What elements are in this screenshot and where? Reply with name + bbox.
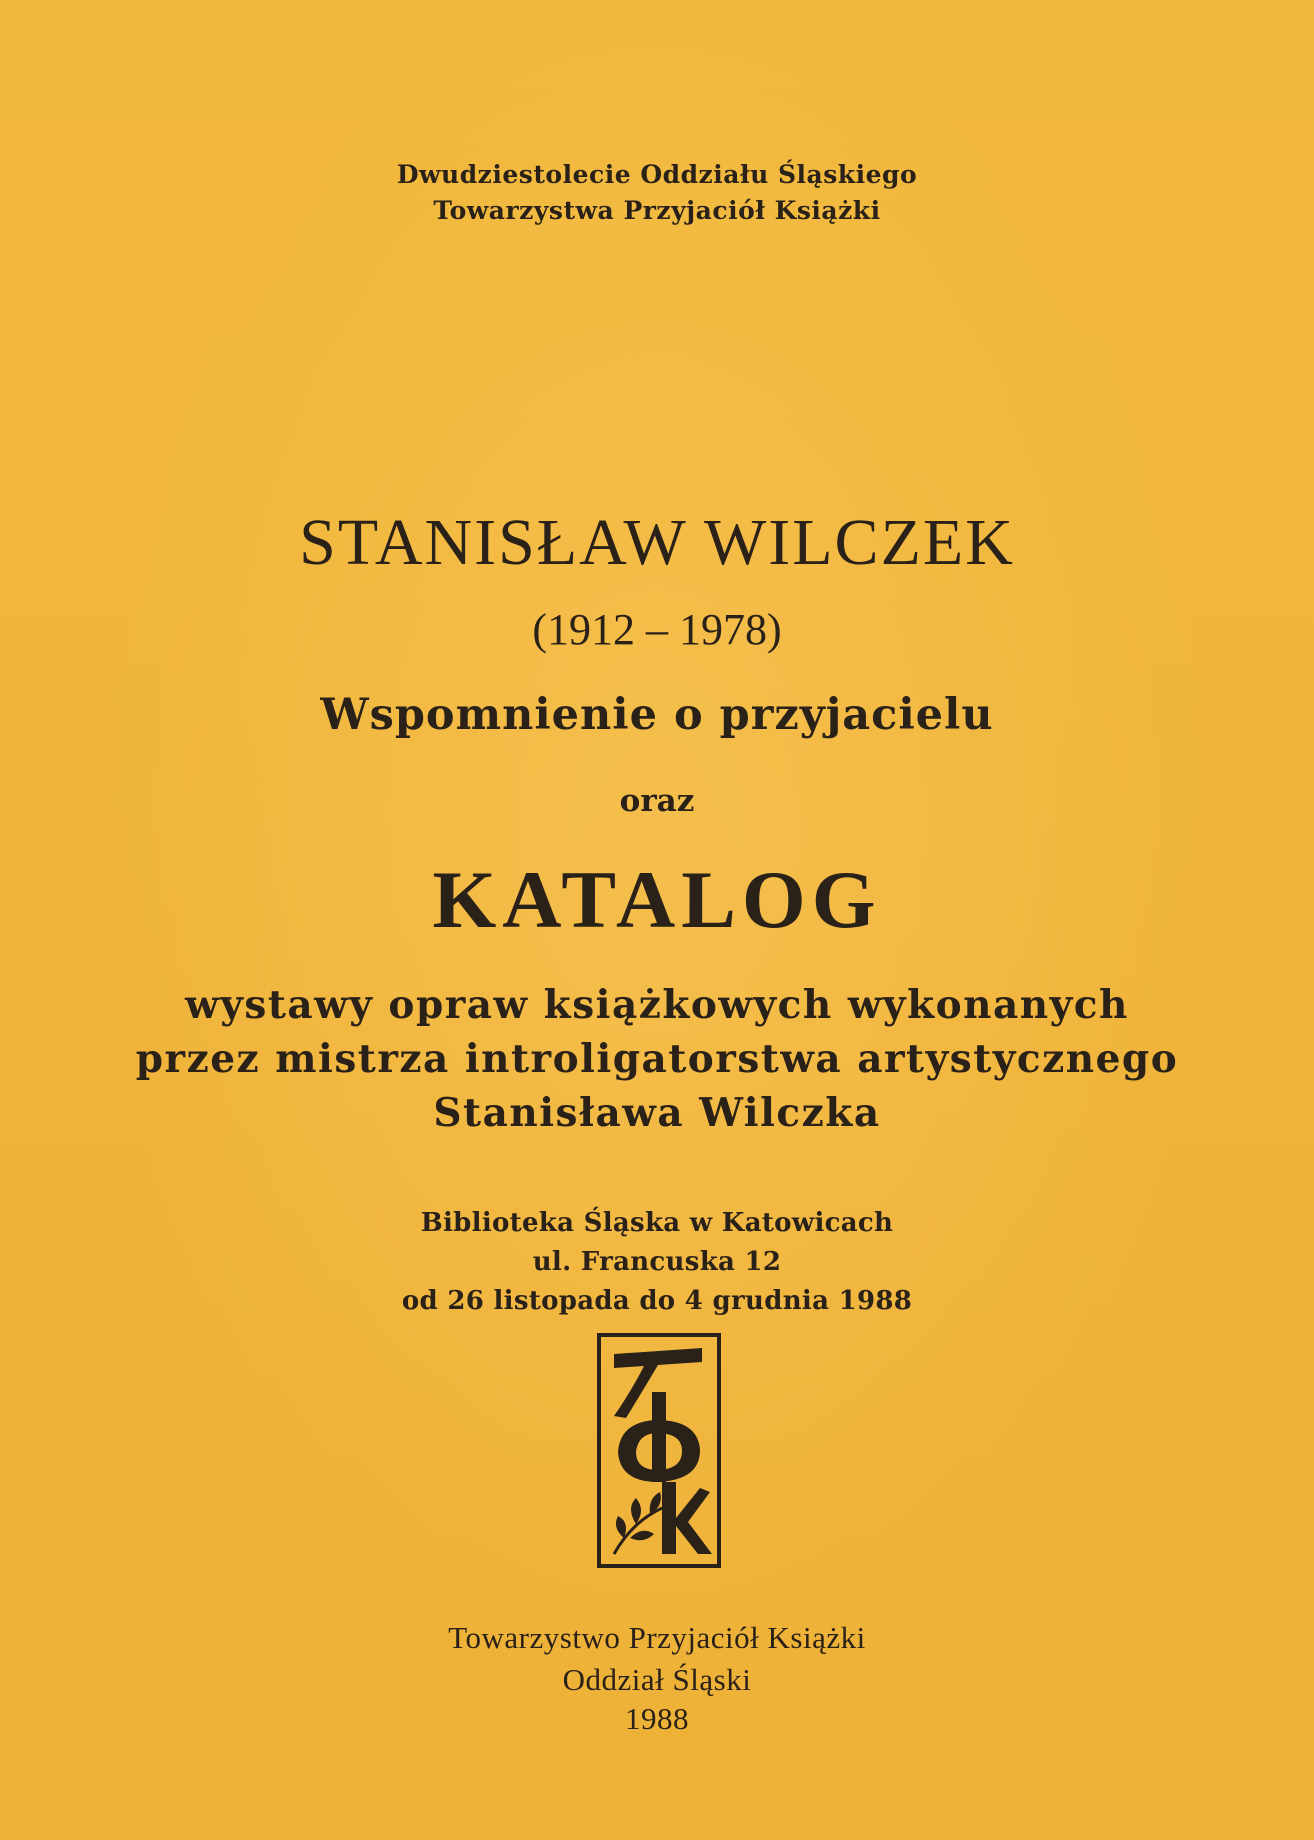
venue-line-1: Biblioteka Śląska w Katowicach <box>420 1208 894 1238</box>
conjunction: oraz <box>619 783 695 819</box>
header-line-2: Towarzystwa Przyjaciół Książki <box>433 196 881 225</box>
venue-line-2: ul. Francuska 12 <box>532 1247 782 1277</box>
description-line-3: Stanisława Wilczka <box>433 1090 881 1136</box>
catalog-title: KATALOG <box>432 854 882 945</box>
author-name: STANISŁAW WILCZEK <box>299 506 1015 579</box>
tpk-monogram-icon <box>596 1332 722 1569</box>
description-line-1: wystawy opraw książkowych wykonanych <box>185 982 1129 1028</box>
header-line-1: Dwudziestolecie Oddziału Śląskiego <box>396 160 918 189</box>
publisher-line-2: Oddział Śląski <box>562 1662 752 1697</box>
subtitle: Wspomnienie o przyjacielu <box>320 690 994 740</box>
publisher-year: 1988 <box>625 1701 689 1736</box>
author-years: (1912 – 1978) <box>532 605 782 654</box>
description-line-2: przez mistrza introligatorstwa artystycznego <box>135 1036 1179 1082</box>
publisher-line-1: Towarzystwo Przyjaciół Książki <box>448 1620 866 1655</box>
venue-line-3: od 26 listopada do 4 grudnia 1988 <box>401 1286 913 1316</box>
